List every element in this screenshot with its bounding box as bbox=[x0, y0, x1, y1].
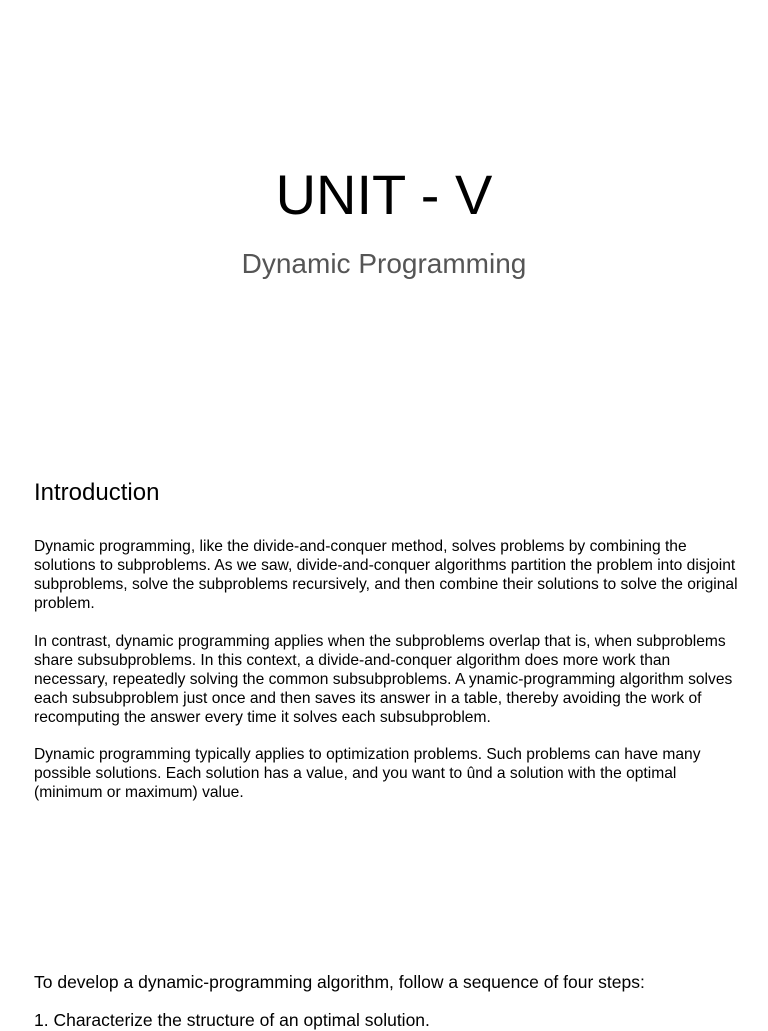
page-title: UNIT - V bbox=[275, 163, 493, 226]
intro-paragraph-1: Dynamic programming, like the divide-and-conquer method, solves problems by combining the solutions to subproblems. As we saw, divide-and-conquer algorithms partition the problem into disjoint subproblems, solve the subproblems recursively, and then combine their solutions to solve the original problem. bbox=[34, 538, 738, 612]
intro-paragraph-2: In contrast, dynamic programming applies when the subproblems overlap that is, when subproblems share subsubproblems. In this context, a divide-and-conquer algorithm does more work than necessary, repeatedly solving the common subsubproblems. A ynamic-programming algorithm solves each subsubproblem just once and then saves its answer in a table, thereby avoiding the work of recomputing the answer every time it solves each subsubproblem. bbox=[34, 633, 733, 726]
steps-intro: To develop a dynamic-programming algorithm, follow a sequence of four steps: bbox=[34, 972, 645, 992]
page-subtitle: Dynamic Programming bbox=[241, 248, 527, 279]
step-item: 1. Characterize the structure of an optimal solution. bbox=[34, 1010, 430, 1030]
section-heading-introduction: Introduction bbox=[34, 479, 160, 506]
intro-paragraph-3: Dynamic programming typically applies to optimization problems. Such problems can have many possible solutions. Each solution has a value, and you want to ûnd a solution with the optimal (minimum or maximum) value. bbox=[34, 746, 701, 801]
